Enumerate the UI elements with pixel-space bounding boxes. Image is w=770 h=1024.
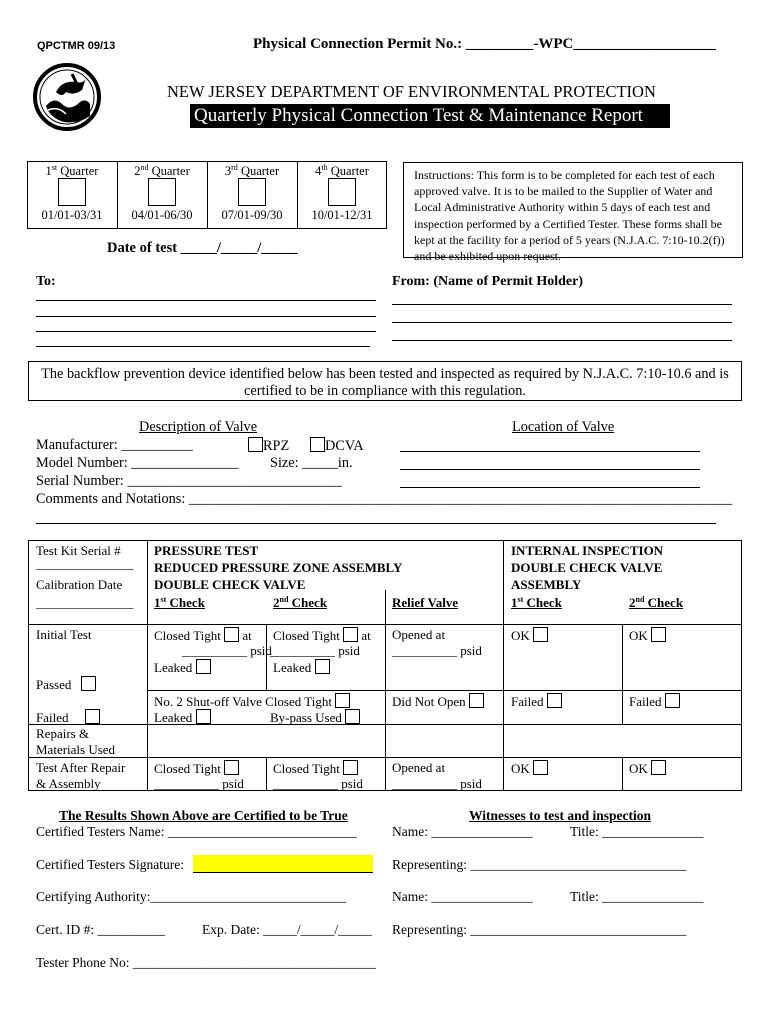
internal-assembly-heading: ASSEMBLY: [511, 577, 582, 592]
permit-number-field[interactable]: Physical Connection Permit No.: _________-WPC___________________: [253, 36, 716, 52]
rpz-checkbox[interactable]: [248, 437, 263, 452]
date-of-test-field[interactable]: Date of test _____/_____/_____: [107, 240, 298, 256]
second-check-heading: 2nd Check: [273, 595, 328, 610]
quarter-1-checkbox[interactable]: [58, 178, 86, 206]
first-check-heading: 1st Check: [154, 595, 205, 610]
form-title: Quarterly Physical Connection Test & Maintenance Report: [194, 105, 643, 126]
comments-field[interactable]: Comments and Notations: ____________________________________________________________________________: [36, 491, 733, 507]
did-not-open[interactable]: Did Not Open: [392, 693, 484, 710]
instructions-box: Instructions: This form is to be completed for each test of each approved valve. It is to be mailed to the Supplier of Water and Local Administrative Authority within 5 days of each test and inspection performed by a Certified Tester. These forms shall be kept at the facility for a period of 5 years (N.J.A.C. 7:10-10.2(f)) and be exhibited upon request.: [403, 162, 743, 258]
after-relief-psid-field[interactable]: __________ psid: [392, 776, 482, 791]
calibration-date-field[interactable]: _______________: [36, 595, 134, 610]
internal-check1-ok-checkbox[interactable]: [533, 627, 548, 642]
passed-option[interactable]: [36, 676, 96, 693]
model-number-field[interactable]: Model Number: _______________: [36, 455, 239, 471]
after-check2-checkbox[interactable]: [343, 760, 358, 775]
agency-name: NEW JERSEY DEPARTMENT OF ENVIRONMENTAL PROTECTION: [167, 82, 656, 101]
witness1-representing-field[interactable]: Representing: ________________________________: [392, 857, 687, 872]
to-line-3[interactable]: [36, 331, 376, 332]
rpz-label: RPZ: [263, 438, 290, 454]
quarter-3-dates: 07/01-09/30: [221, 208, 283, 222]
quarter-2-dates: 04/01-06/30: [131, 208, 193, 222]
from-line-3[interactable]: [392, 340, 732, 341]
repairs-label-1: Repairs &: [36, 726, 90, 741]
bypass-used[interactable]: By-pass Used: [270, 709, 360, 726]
exp-date-field[interactable]: Exp. Date: _____/_____/_____: [202, 922, 372, 937]
passed-label: Passed: [36, 677, 72, 692]
failed-option[interactable]: [36, 709, 100, 726]
after-check2-closed-tight[interactable]: Closed Tight: [273, 760, 358, 777]
size-field[interactable]: Size: _____in.: [270, 455, 353, 471]
check1-closed-tight[interactable]: Closed Tight at: [154, 628, 252, 643]
certifying-authority-field[interactable]: Certifying Authority:_____________________________: [36, 889, 347, 904]
tester-signature-field[interactable]: [193, 855, 373, 873]
after-check1-checkbox[interactable]: [224, 760, 239, 775]
check2-closed-tight[interactable]: Closed Tight at: [273, 628, 371, 643]
after-relief-opened-at: Opened at: [392, 760, 446, 775]
witness1-name-field[interactable]: Name: _______________: [392, 824, 533, 839]
internal-inspection-heading: INTERNAL INSPECTION: [511, 543, 664, 558]
tester-phone-field[interactable]: Tester Phone No: ____________________________________: [36, 955, 376, 970]
after-internal-check2-checkbox[interactable]: [651, 760, 666, 775]
location-heading: Location of Valve: [512, 419, 615, 435]
pressure-test-heading: PRESSURE TEST: [154, 543, 259, 558]
quarter-3-checkbox[interactable]: [238, 178, 266, 206]
rpz-option[interactable]: [248, 437, 289, 455]
after-check1-closed-tight[interactable]: Closed Tight: [154, 760, 239, 777]
shutoff-closed-tight[interactable]: No. 2 Shut-off Valve Closed Tight: [154, 693, 350, 710]
serial-number-field[interactable]: Serial Number: ______________________________: [36, 473, 342, 489]
internal-dcv-heading: DOUBLE CHECK VALVE: [511, 560, 663, 575]
quarter-4-checkbox[interactable]: [328, 178, 356, 206]
from-label: From: (Name of Permit Holder): [392, 274, 583, 289]
quarter-4-label: 4th Quarter: [315, 163, 369, 178]
quarter-1-dates: 01/01-03/31: [41, 208, 103, 222]
check1-leaked[interactable]: Leaked: [154, 659, 211, 676]
witness2-name-field[interactable]: Name: _______________: [392, 889, 533, 904]
bypass-checkbox[interactable]: [345, 709, 360, 724]
dcva-option[interactable]: [310, 437, 364, 455]
check1-psid-field[interactable]: __________ psid: [182, 643, 272, 658]
check2-leaked-checkbox[interactable]: [315, 659, 330, 674]
failed-checkbox[interactable]: [85, 709, 100, 724]
to-line-1[interactable]: [36, 300, 376, 301]
relief-opened-at-label: Opened at: [392, 627, 446, 642]
form-code: QPCTMR 09/13: [37, 40, 116, 52]
location-line-1[interactable]: [400, 451, 700, 452]
quarter-1-label: 1st Quarter: [45, 163, 99, 178]
results-certified-heading: The Results Shown Above are Certified to be True: [59, 808, 348, 823]
after-internal-check1-checkbox[interactable]: [533, 760, 548, 775]
shutoff-checkbox[interactable]: [335, 693, 350, 708]
cert-id-field[interactable]: Cert. ID #: __________: [36, 922, 165, 937]
witnesses-heading: Witnesses to test and inspection: [469, 808, 652, 823]
after-repair-label-2: & Assembly: [36, 776, 101, 791]
passed-checkbox[interactable]: [81, 676, 96, 691]
dcva-label: DCVA: [325, 438, 364, 454]
title-banner: [190, 104, 670, 128]
internal-check1-ok[interactable]: OK: [511, 627, 548, 644]
check1-closed-tight-checkbox[interactable]: [224, 627, 239, 642]
internal-check2-failed-checkbox[interactable]: [665, 693, 680, 708]
rpza-heading: REDUCED PRESSURE ZONE ASSEMBLY: [154, 560, 403, 575]
repairs-label-2: Materials Used: [36, 742, 116, 757]
internal-check2-failed[interactable]: Failed: [629, 693, 680, 710]
location-line-3[interactable]: [400, 487, 700, 488]
location-line-2[interactable]: [400, 469, 700, 470]
to-label: To:: [36, 274, 56, 289]
from-line-1[interactable]: [392, 304, 732, 305]
description-heading: Description of Valve: [139, 419, 258, 435]
dcv-heading: DOUBLE CHECK VALVE: [154, 577, 306, 592]
after-check2-psid-field[interactable]: __________ psid: [273, 776, 363, 791]
internal-check1-failed[interactable]: Failed: [511, 693, 562, 710]
test-kit-serial-field[interactable]: _______________: [36, 556, 134, 571]
internal-first-check-heading: 1st Check: [511, 595, 562, 610]
relief-psid-field[interactable]: __________ psid: [392, 643, 482, 658]
test-kit-serial-label: Test Kit Serial #: [36, 543, 121, 558]
shutoff-leaked-checkbox[interactable]: [196, 709, 211, 724]
check1-leaked-checkbox[interactable]: [196, 659, 211, 674]
calibration-date-label: Calibration Date: [36, 577, 123, 592]
quarter-2-checkbox[interactable]: [148, 178, 176, 206]
internal-check1-failed-checkbox[interactable]: [547, 693, 562, 708]
internal-second-check-heading: 2nd Check: [629, 595, 684, 610]
internal-check2-ok-checkbox[interactable]: [651, 627, 666, 642]
witness2-representing-field[interactable]: Representing: ________________________________: [392, 922, 687, 937]
did-not-open-checkbox[interactable]: [469, 693, 484, 708]
after-internal-check1-ok[interactable]: OK: [511, 760, 548, 777]
tester-name-field[interactable]: Certified Testers Name: ____________________________: [36, 824, 357, 839]
after-repair-label-1: Test After Repair: [36, 760, 126, 775]
quarter-2-label: 2nd Quarter: [134, 163, 190, 178]
njdep-logo-icon: [32, 62, 102, 132]
shutoff-leaked[interactable]: Leaked: [154, 709, 211, 726]
tester-signature-label: Certified Testers Signature:: [36, 857, 185, 872]
check2-psid-field[interactable]: __________ psid: [270, 643, 360, 658]
from-line-2[interactable]: [392, 322, 732, 323]
relief-valve-heading: Relief Valve: [392, 595, 459, 610]
repairs-field[interactable]: [148, 725, 742, 756]
check2-leaked[interactable]: Leaked: [273, 659, 330, 676]
witness1-title-field[interactable]: Title: _______________: [570, 824, 704, 839]
after-check1-psid-field[interactable]: __________ psid: [154, 776, 244, 791]
to-line-4[interactable]: [36, 346, 370, 347]
manufacturer-field[interactable]: Manufacturer: __________: [36, 437, 193, 453]
certification-statement: The backflow prevention device identified below has been tested and inspected as required by N.J.A.C. 7:10-10.6 and is certified to be in compliance with this regulation.: [28, 361, 742, 401]
failed-label: Failed: [36, 710, 69, 725]
comments-line-2[interactable]: [36, 523, 716, 524]
after-internal-check2-ok[interactable]: OK: [629, 760, 666, 777]
to-line-2[interactable]: [36, 316, 376, 317]
witness2-title-field[interactable]: Title: _______________: [570, 889, 704, 904]
check2-closed-tight-checkbox[interactable]: [343, 627, 358, 642]
quarter-4-dates: 10/01-12/31: [311, 208, 373, 222]
dcva-checkbox[interactable]: [310, 437, 325, 452]
initial-test-label: Initial Test: [36, 627, 92, 642]
quarter-3-label: 3rd Quarter: [224, 163, 280, 178]
internal-check2-ok[interactable]: OK: [629, 627, 666, 644]
